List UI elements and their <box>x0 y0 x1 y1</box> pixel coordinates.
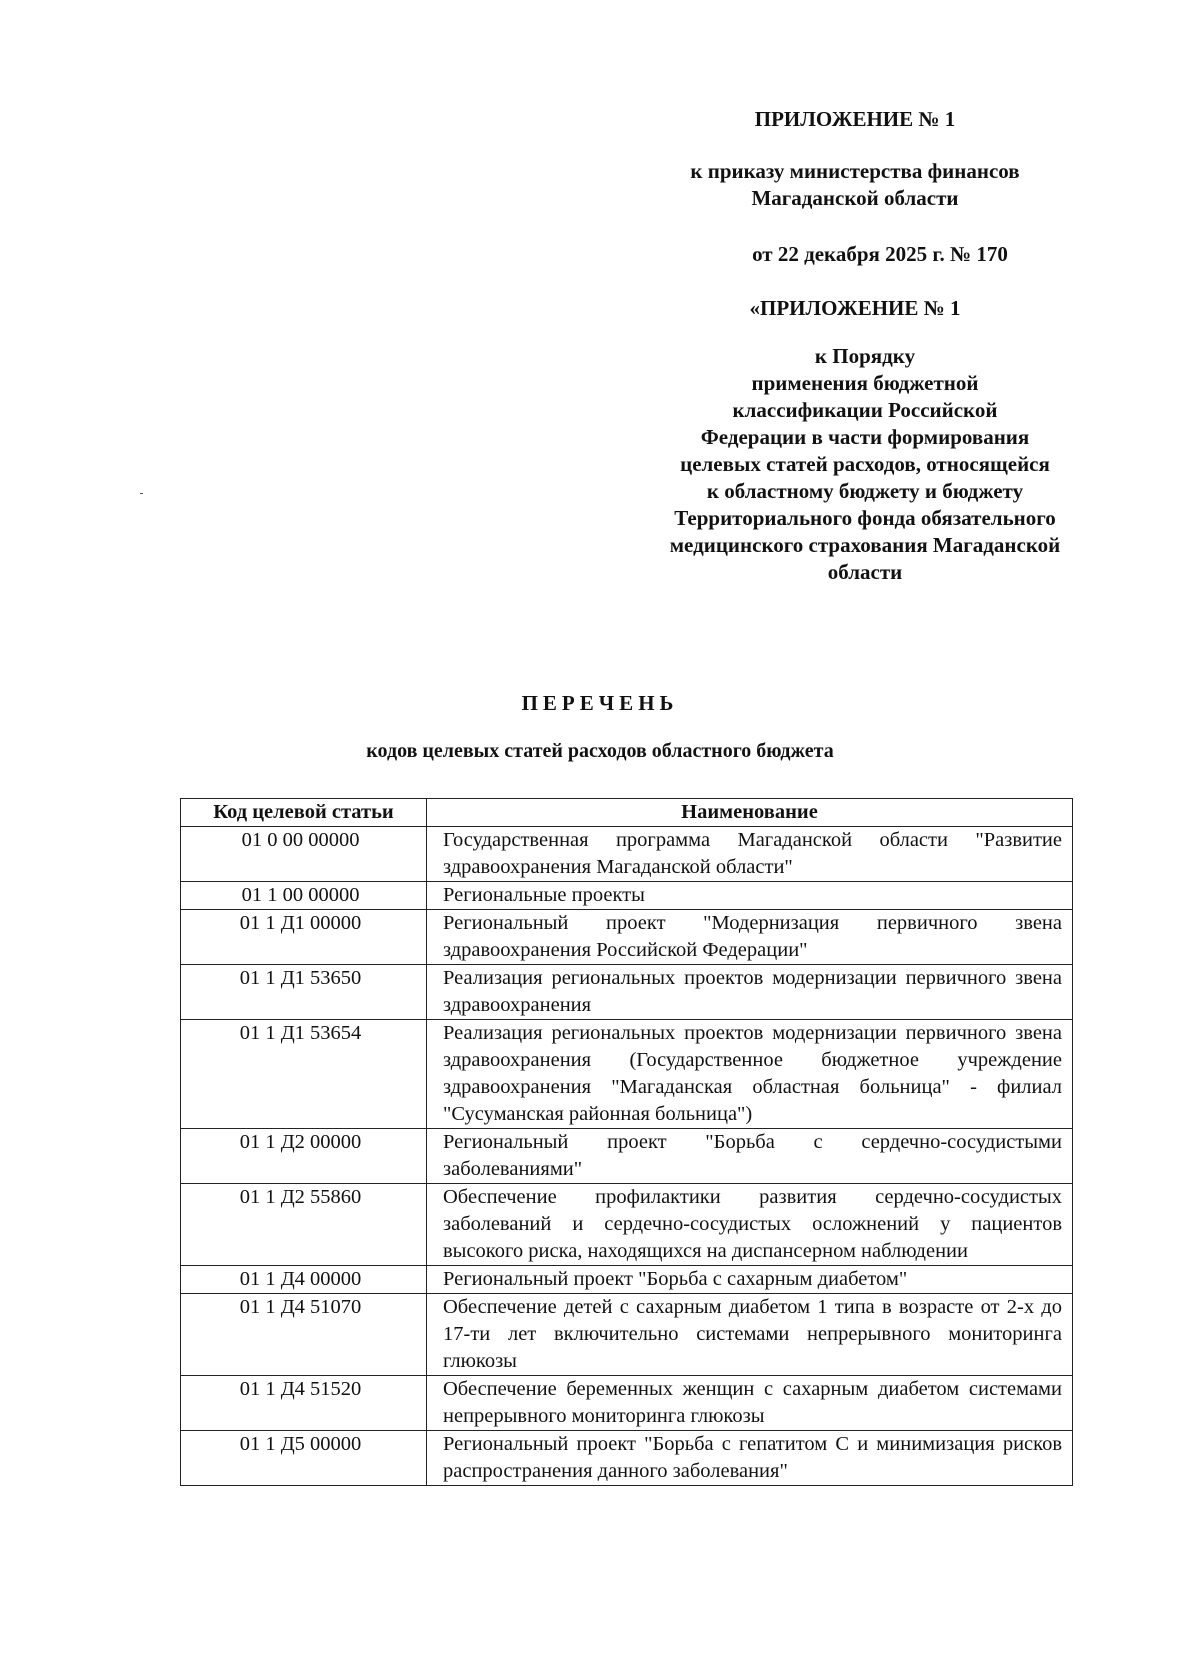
name-cell: Региональные проекты <box>427 882 1073 910</box>
appendix-title: ПРИЛОЖЕНИЕ № 1 <box>754 107 956 131</box>
inner-appendix-reference <box>590 343 1140 586</box>
name-cell: Региональный проект "Модернизация первичного звена здравоохранения Российской Федерации" <box>427 910 1073 965</box>
table-row <box>181 1129 1073 1184</box>
name-cell: Региональный проект "Борьба с гепатитом С и минимизация рисков распространения данного заболевания" <box>427 1431 1073 1486</box>
document-subtitle: кодов целевых статей расходов областного бюджета <box>366 740 834 762</box>
name-cell: Государственная программа Магаданской области "Развитие здравоохранения Магаданской области" <box>427 827 1073 882</box>
table-header-row <box>181 799 1073 827</box>
code-cell: 01 1 Д1 00000 <box>181 910 427 965</box>
order-date: от 22 декабря 2025 г. № 170 <box>752 242 1008 266</box>
table-row <box>181 1020 1073 1129</box>
name-cell: Обеспечение беременных женщин с сахарным диабетом системами непрерывного мониторинга глюкозы <box>427 1376 1073 1431</box>
inner-reference-line: к областному бюджету и бюджету <box>706 479 1024 503</box>
table-row <box>181 827 1073 882</box>
inner-reference-line: к Порядку <box>814 344 916 368</box>
table-row <box>181 1266 1073 1294</box>
code-cell: 01 1 Д1 53650 <box>181 965 427 1020</box>
inner-reference-line: применения бюджетной <box>751 371 979 395</box>
name-cell: Региональный проект "Борьба с сердечно-сосудистыми заболеваниями" <box>427 1129 1073 1184</box>
table-row <box>181 1184 1073 1266</box>
code-cell: 01 1 Д4 00000 <box>181 1266 427 1294</box>
column-header-code: Код целевой статьи <box>181 799 427 827</box>
table-row <box>181 882 1073 910</box>
code-cell: 01 0 00 00000 <box>181 827 427 882</box>
table-row <box>181 1431 1073 1486</box>
code-cell: 01 1 Д4 51070 <box>181 1294 427 1376</box>
table-row <box>181 1294 1073 1376</box>
order-reference-line: к приказу министерства финансов <box>690 159 1020 183</box>
order-reference <box>650 158 1060 212</box>
inner-reference-line: классификации Российской <box>732 398 998 422</box>
name-cell: Обеспечение профилактики развития сердечно-сосудистых заболеваний и сердечно-сосудистых осложнений у пациентов высокого риска, находящихся на диспансерном наблюдении <box>427 1184 1073 1266</box>
name-cell: Реализация региональных проектов модернизации первичного звена здравоохранения (Государственное бюджетное учреждение здравоохранения "Магаданская областная больница" - филиал "Сусуманская районная больница") <box>427 1020 1073 1129</box>
code-cell: 01 1 Д5 00000 <box>181 1431 427 1486</box>
column-header-name: Наименование <box>427 799 1073 827</box>
name-cell: Реализация региональных проектов модернизации первичного звена здравоохранения <box>427 965 1073 1020</box>
document-title: ПЕРЕЧЕНЬ <box>521 691 679 715</box>
name-cell: Региональный проект "Борьба с сахарным диабетом" <box>427 1266 1073 1294</box>
table-row <box>181 910 1073 965</box>
table-row <box>181 965 1073 1020</box>
code-cell: 01 1 00 00000 <box>181 882 427 910</box>
table-row <box>181 1376 1073 1431</box>
margin-mark <box>140 493 143 494</box>
code-cell: 01 1 Д2 55860 <box>181 1184 427 1266</box>
inner-reference-line: Территориального фонда обязательного <box>674 506 1056 530</box>
inner-reference-line: медицинского страхования Магаданской <box>669 533 1061 557</box>
order-reference-line: Магаданской области <box>751 186 959 210</box>
inner-reference-line: области <box>827 560 903 584</box>
target-article-codes-table <box>180 798 1073 1486</box>
name-cell: Обеспечение детей с сахарным диабетом 1 типа в возрасте от 2-х до 17-ти лет включительно системами непрерывного мониторинга глюкозы <box>427 1294 1073 1376</box>
inner-reference-line: Федерации в части формирования <box>700 425 1030 449</box>
inner-appendix-title: «ПРИЛОЖЕНИЕ № 1 <box>749 296 961 320</box>
code-cell: 01 1 Д2 00000 <box>181 1129 427 1184</box>
inner-reference-line: целевых статей расходов, относящейся <box>680 452 1050 476</box>
code-cell: 01 1 Д1 53654 <box>181 1020 427 1129</box>
code-cell: 01 1 Д4 51520 <box>181 1376 427 1431</box>
